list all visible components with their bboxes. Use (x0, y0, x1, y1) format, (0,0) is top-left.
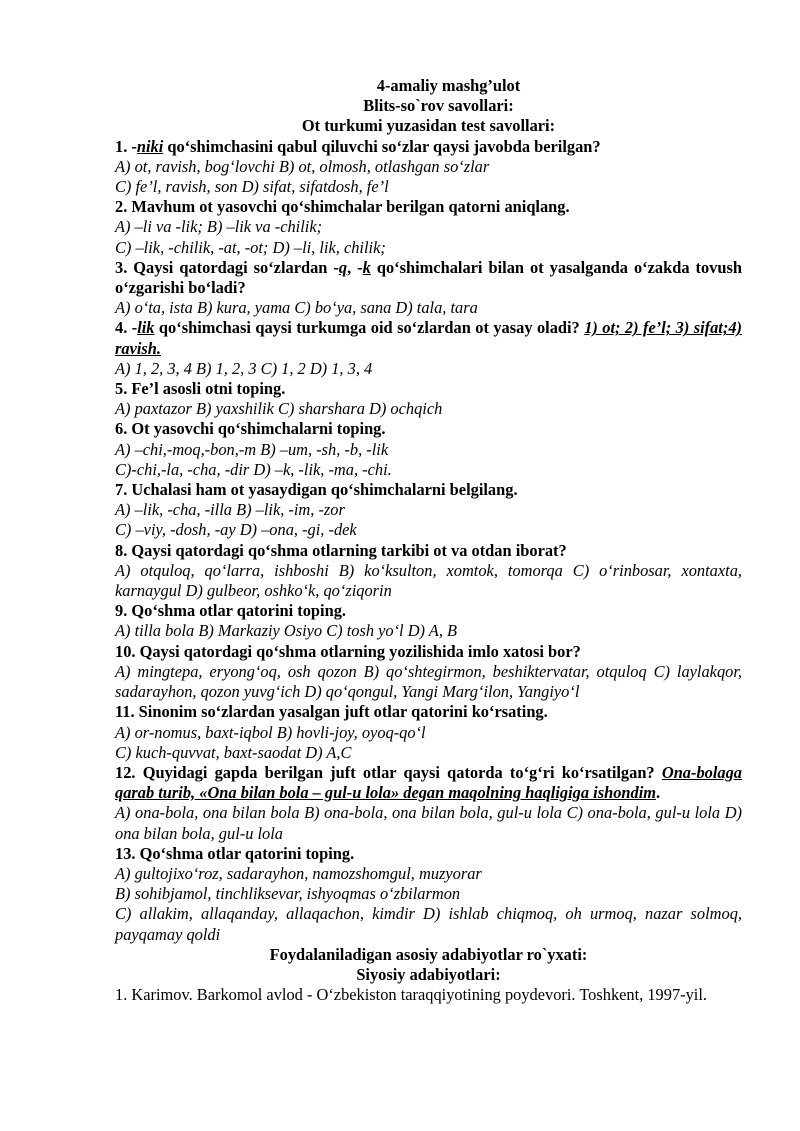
document-page (115, 76, 742, 1005)
answer-12a: A) ona-bola, ona bilan bola B) ona-bola, ona bilan bola, gul-u lola C) ona-bola, gul-u lola D) ona bilan bola, gul-u lola (115, 803, 742, 843)
answer-13b: B) sohibjamol, tinchliksevar, ishyoqmas o‘zbilarmon (115, 884, 461, 904)
reference-item: 1. Karimov. Barkomol avlod - O‘zbekiston taraqqiyotining poydevori. Toshkent, 1997-yil. (115, 985, 708, 1005)
answer-10a: A) mingtepa, eryong‘oq, osh qozon B) qo‘shtegirmon, beshiktervatar, otquloq C) laylakqor, sadarayhon, qozon yuvg‘ich D) qo‘qongul, Yangi Marg‘ilon, Yangiyo‘l (115, 661, 742, 702)
question-2: 2. Mavhum ot yasovchi qo‘shimchalar berilgan qatorni aniqlang. (115, 197, 570, 217)
answer-4a: A) 1, 2, 3, 4 B) 1, 2, 3 C) 1, 2 D) 1, 3, 4 (115, 358, 373, 378)
answer-13c: C) allakim, allaqanday, allaqachon, kimdir D) ishlab chiqmoq, oh urmoq, nazar solmoq, payqamay qoldi (115, 904, 742, 944)
answer-1b: C) fe’l, ravish, son D) sifat, sifatdosh, fe’l (115, 177, 389, 197)
references-subheading: Siyosiy adabiyotlari: (356, 964, 501, 984)
answer-11a: A) or-nomus, baxt-iqbol B) hovli-joy, oyoq-qo‘l (115, 722, 426, 742)
answer-11b: C) kuch-quvvat, baxt-saodat D) A,C (115, 742, 352, 762)
question-10: 10. Qaysi qatordagi qo‘shma otlarning yozilishida imlo xatosi bor? (115, 641, 581, 661)
question-7: 7. Uchalasi ham ot yasaydigan qo‘shimchalarni belgilang. (115, 480, 518, 500)
answer-2b: C) –lik, -chilik, -at, -ot; D) –li, lik, chilik; (115, 237, 386, 257)
answer-1a: A) ot, ravish, bog‘lovchi B) ot, olmosh, otlashgan so‘zlar (115, 156, 490, 176)
question-5: 5. Fe’l asosli otni toping. (115, 379, 286, 399)
answer-9a: A) tilla bola B) Markaziy Osiyo C) tosh yo‘l D) A, B (115, 621, 458, 641)
question-12: 12. Quyidagi gapda berilgan juft otlar qaysi qatorda to‘g‘ri ko‘rsatilgan? Ona-bolaga qarab turib, «Ona bilan bola – gul-u lola» degan maqolning haqligiga ishondim. (115, 762, 742, 803)
page-title: 4-amaliy mashg’ulot (376, 76, 521, 95)
question-13: 13. Qo‘shma otlar qatorini toping. (115, 843, 355, 863)
question-9: 9. Qo‘shma otlar qatorini toping. (115, 601, 347, 621)
question-8: 8. Qaysi qatordagi qo‘shma otlarning tarkibi ot va otdan iborat? (115, 540, 567, 560)
answer-7b: C) –viy, -dosh, -ay D) –ona, -gi, -dek (115, 520, 357, 540)
answer-6a: A) –chi,-moq,-bon,-m B) –um, -sh, -b, -lik (115, 439, 389, 459)
question-1: 1. -niki qo‘shimchasini qabul qiluvchi so‘zlar qaysi javobda berilgan? (115, 136, 601, 156)
answer-6b: C)-chi,-la, -cha, -dir D) –k, -lik, -ma, -chi. (115, 459, 392, 479)
test-heading: Ot turkumi yuzasidan test savollari: (301, 116, 556, 136)
question-11: 11. Sinonim so‘zlardan yasalgan juft otlar qatorini ko‘rsating. (115, 702, 548, 722)
section-subtitle: Blits-so`rov savollari: (363, 96, 514, 116)
question-3: 3. Qaysi qatordagi so‘zlardan -q, -k qo‘shimchalari bilan ot yasalganda o‘zakda tovush o‘zgarishi bo‘ladi? (115, 257, 742, 298)
answer-13a: A) gultojixo‘roz, sadarayhon, namozshomgul, muzyorar (115, 863, 482, 883)
answer-5a: A) paxtazor B) yaxshilik C) sharshara D) ochqich (115, 399, 443, 419)
answer-3a: A) o‘ta, ista B) kura, yama C) bo‘ya, sana D) tala, tara (115, 298, 478, 318)
references-heading: Foydalaniladigan asosiy adabiyotlar ro`yxati: (269, 944, 588, 964)
answer-7a: A) –lik, -cha, -illa B) –lik, -im, -zor (115, 500, 345, 520)
answer-2a: A) –li va -lik; B) –lik va -chilik; (115, 217, 323, 237)
question-4: 4. -lik qo‘shimchasi qaysi turkumga oid so‘zlardan ot yasay oladi? 1) ot; 2) fe’l; 3) sifat;4) ravish. (115, 318, 742, 358)
answer-8a: A) otquloq, qo‘larra, ishboshi B) ko‘ksulton, xomtok, tomorqa C) o‘rinbosar, xontaxta, karnaygul D) gulbeor, oshko‘k, qo‘ziqorin (115, 560, 742, 601)
question-6: 6. Ot yasovchi qo‘shimchalarni toping. (115, 419, 386, 439)
